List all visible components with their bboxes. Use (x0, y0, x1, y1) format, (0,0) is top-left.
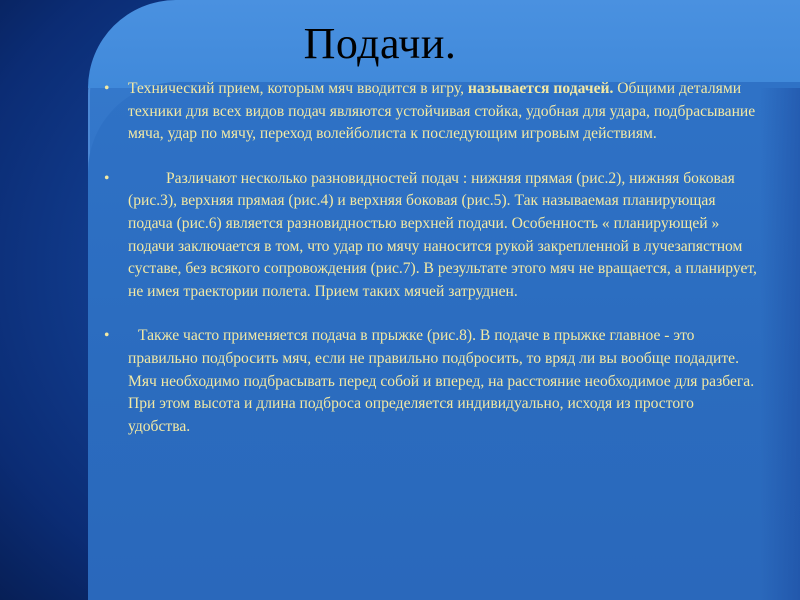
bullet-marker: • (104, 169, 110, 187)
bullet-1-text-before: Технический прием, которым мяч вводится в игру, (128, 80, 468, 97)
bullet-list (100, 78, 760, 438)
bullet-1-bold-term: называется подачей. (467, 80, 614, 97)
slide-title: Подачи. (303, 19, 457, 68)
bullet-3-text: Также часто применяется подача в прыжке (рис.8). В подаче в прыжке главное - это правильно подбросить мяч, если не правильно подбросить, то вряд ли вы вообще подадите. Мяч необходимо подбрасывать перед собой и вперед, на расстояние необходимое для разбега. При этом высота и длина подброса определяется индивидуально, исходя из простого удобства. (128, 327, 755, 435)
bullet-item-3 (100, 325, 760, 438)
bullet-item-2 (100, 168, 760, 304)
bullet-marker: • (104, 80, 110, 97)
panel-edge-shadow (760, 88, 800, 600)
bullet-marker: • (104, 327, 110, 345)
bullet-1-text-after: Общими деталями техники для всех видов подач являются устойчивая стойка, удобная для удара, подбрасывание мяча, удар по мячу, переход волейболиста к последующим игровым действиям. (128, 80, 756, 143)
bullet-2-text: Различают несколько разновидностей подач : нижняя прямая (рис.2), нижняя боковая (рис.3), верхняя прямая (рис.4) и верхняя боковая (рис.5). Так называемая планирующая подача (рис.6) является разновидностью верхней подачи. Особенность « планирующей » подачи заключается в том, что удар по мячу наносится рукой закрепленной в лучезапястном суставе, без всякого сопровождения (рис.7). В результате этого мяч не вращается, а планирует, не имея траектории полета. Прием таких мячей затруднен. (128, 169, 757, 300)
bullet-item-1 (100, 78, 760, 146)
